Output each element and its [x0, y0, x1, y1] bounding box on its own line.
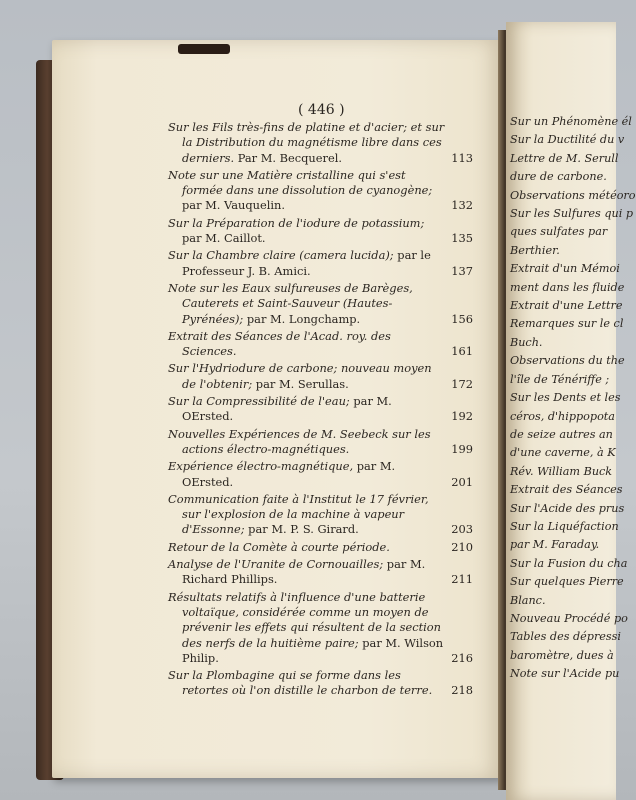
toc-entry-page: 201 [451, 474, 473, 489]
toc-entry-author: par le Professeur J. B. Amici. [182, 248, 431, 278]
toc-entry-page: 172 [451, 376, 473, 391]
right-page-line: baromètre, dues à [510, 648, 614, 662]
toc-entry-page: 135 [451, 231, 473, 246]
right-page-line: Lettre de M. Serull [510, 151, 619, 165]
right-page-line: ques sulfates par [510, 225, 608, 239]
right-page-line: Sur la Liquéfaction [510, 519, 619, 533]
right-page-line: Sur un Phénomène él [510, 115, 632, 128]
toc-entry-author: par M. OErsted. [182, 394, 392, 424]
toc-entry [168, 459, 473, 490]
toc-entry-title: Analyse de l'Uranite de Cornouailles; par M. Richard Phillips. [168, 557, 426, 587]
toc-entry-title: Sur la Chambre claire (camera lucida); par le Professeur J. B. Amici. [168, 248, 431, 278]
right-page-line: ment dans les fluide [510, 280, 625, 294]
toc-entry-title: Nouvelles Expériences de M. Seebeck sur les actions électro-magnétiques. [168, 426, 431, 456]
toc-entry-author: par M. OErsted. [182, 459, 396, 489]
toc-entry-title: Sur les Fils très-fins de platine et d'acier; et sur la Distribution du magnétisme libre dans ces derniers. Par M. Becquerel. [168, 120, 445, 165]
toc-entry [168, 668, 473, 699]
right-page-line: Sur la Fusion du cha [510, 556, 628, 570]
toc-entry-title: Extrait des Séances de l'Acad. roy. des Sciences. [168, 328, 391, 359]
right-page-line: Sur les Sulfures qui p [510, 207, 633, 221]
toc-entry [168, 281, 473, 327]
toc-entry-author: par M. Serullas. [252, 376, 349, 391]
right-page-line: Sur la Ductilité du v [510, 133, 625, 147]
toc-entry-page: 132 [451, 198, 473, 213]
toc-entry [168, 248, 473, 279]
toc-entry-title: Expérience électro-magnétique, par M. OErsted. [168, 459, 396, 489]
right-page-line: Extrait d'une Lettre [510, 299, 623, 313]
toc-entry-title: Résultats relatifs à l'influence d'une batterie voltaïque, considérée comme un moyen de prévenir les effets qui résultent de la section des nerfs de la huitième paire; par M. Wilson Philip. [168, 589, 444, 665]
table-of-contents [168, 120, 473, 701]
right-page-line: Observations météoro [510, 188, 636, 202]
toc-entry-page: 192 [451, 409, 473, 424]
toc-entry-page: 216 [451, 650, 473, 665]
toc-entry [168, 540, 473, 555]
toc-entry-page: 210 [451, 539, 473, 554]
page-number: ( 446 ) [298, 102, 345, 118]
toc-entry [168, 590, 473, 666]
right-page-line: Note sur l'Acide pu [510, 667, 620, 681]
right-page-line: Sur l'Acide des prus [510, 501, 625, 515]
toc-entry [168, 427, 473, 458]
toc-entry-author: par M. Caillot. [182, 231, 266, 246]
right-page [506, 22, 636, 800]
toc-entry-title: Communication faite à l'Institut le 17 février, sur l'explosion de la machine à vapeur d'Essonne; par M. P. S. Girard. [168, 491, 429, 537]
right-page-line: Sur quelques Pierre [510, 575, 624, 589]
right-page-line: Extrait des Séances [510, 483, 623, 497]
right-page-line: Nouveau Procédé po [510, 611, 628, 625]
toc-entry-page: 211 [451, 572, 473, 587]
toc-entry [168, 557, 473, 588]
toc-entry-title: Sur la Compressibilité de l'eau; par M. OErsted. [168, 394, 392, 424]
toc-entry-author: par M. Longchamp. [243, 311, 361, 326]
right-page-line: céros, d'hippopota [510, 409, 615, 423]
toc-entry-page: 218 [451, 683, 473, 698]
right-page-line: de seize autres an [510, 427, 613, 441]
toc-entry [168, 361, 473, 392]
toc-entry-author: par M. P. S. Girard. [244, 522, 359, 537]
right-page-line: Remarques sur le cl [510, 317, 624, 331]
right-page-line: Buch. [510, 335, 543, 349]
toc-entry-title: Retour de la Comète à courte période. [168, 539, 390, 554]
right-page-line: Berthier. [510, 243, 560, 257]
toc-entry [168, 120, 473, 166]
toc-entry-title: Sur la Préparation de l'iodure de potassium; par M. Caillot. [168, 215, 425, 246]
toc-entry-page: 137 [451, 263, 473, 278]
toc-entry-author: par M. Richard Phillips. [182, 557, 426, 587]
toc-entry [168, 394, 473, 425]
toc-entry-title: Sur la Plombagine qui se forme dans les retortes où l'on distille le charbon de terre. [168, 668, 433, 698]
toc-entry-title: Sur l'Hydriodure de carbone; nouveau moyen de l'obtenir; par M. Serullas. [168, 361, 432, 391]
toc-entry-author: par M. Wilson Philip. [182, 635, 444, 665]
right-page-line: dure de carbone. [510, 170, 607, 184]
toc-entry [168, 492, 473, 538]
toc-entry-page: 156 [451, 311, 473, 326]
right-page-line: Tables des dépressi [510, 630, 621, 644]
right-page-line: Blanc. [510, 593, 546, 607]
right-page-line: l'île de Ténériffe ; [510, 372, 610, 386]
toc-entry-author: par M. Vauquelin. [182, 198, 285, 213]
right-page-line: Sur les Dents et les [510, 391, 621, 405]
toc-entry-title: Note sur les Eaux sulfureuses de Barèges, Cauterets et Saint-Sauveur (Hautes-Pyrénées); par M. Longchamp. [168, 280, 413, 326]
binding-tape [178, 44, 230, 54]
right-page-line: d'une caverne, à K [510, 446, 616, 460]
toc-entry-page: 161 [451, 344, 473, 359]
toc-entry-title: Note sur une Matière cristalline qui s'est formée dans une dissolution de cyanogène; par M. Vauquelin. [168, 167, 433, 213]
toc-entry-page: 203 [451, 522, 473, 537]
toc-entry [168, 216, 473, 247]
toc-entry-page: 113 [451, 150, 473, 165]
right-page-line: Rév. William Buck [510, 464, 613, 478]
right-page-line: par M. Faraday. [510, 538, 600, 552]
right-page-line: Observations du the [510, 354, 625, 368]
toc-entry [168, 168, 473, 214]
right-page-line: Extrait d'un Mémoi [510, 262, 620, 276]
toc-entry-page: 199 [451, 441, 473, 456]
toc-entry-author: Par M. Becquerel. [234, 150, 342, 165]
right-page-text [510, 114, 636, 685]
toc-entry [168, 329, 473, 360]
